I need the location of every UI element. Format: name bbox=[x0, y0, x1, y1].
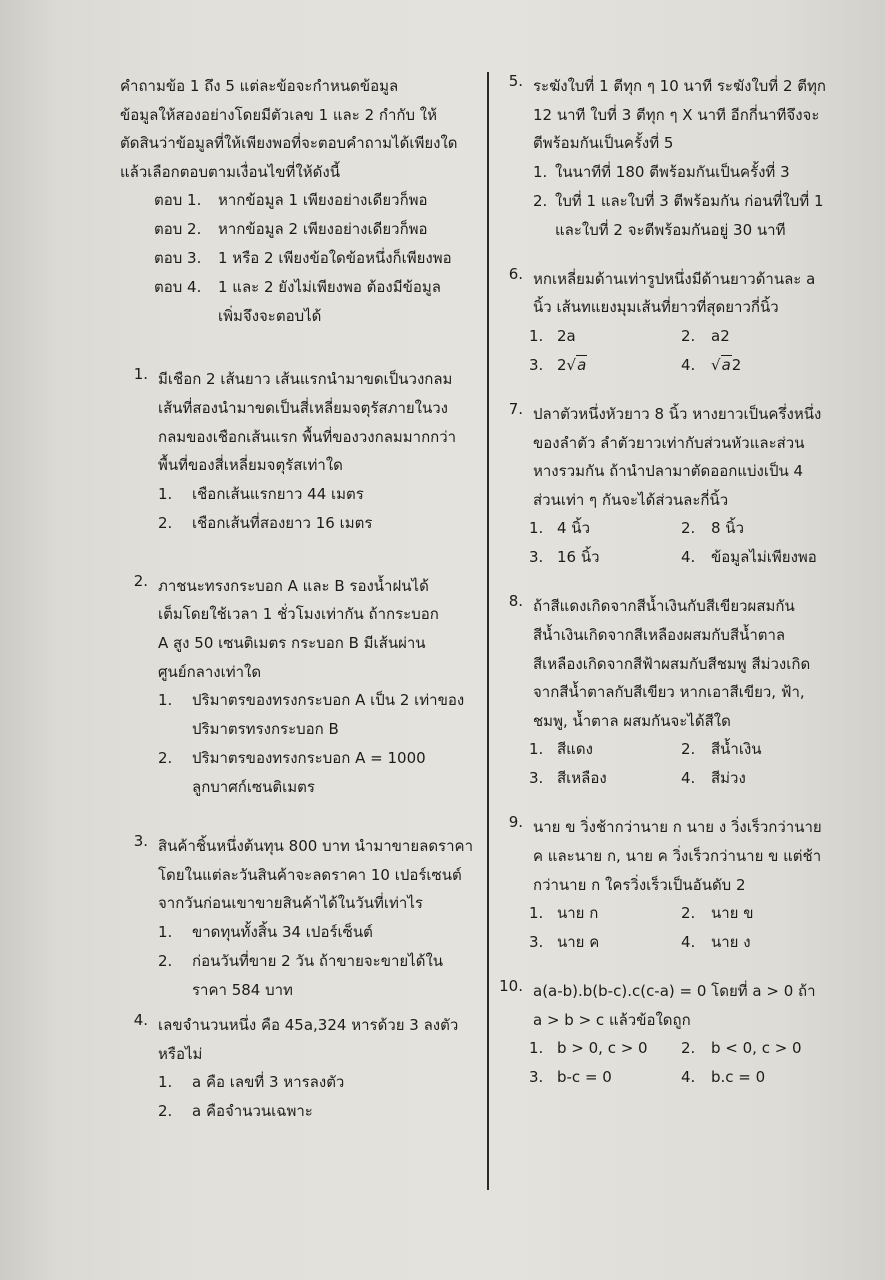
option bbox=[120, 744, 480, 773]
question-line: a(a-b).b(b-c).c(c-a) = 0 โดยที่ a > 0 ถ้า bbox=[533, 982, 816, 1001]
question-line: หกเหลี่ยมด้านเท่ารูปหนึ่งมีด้านยาวด้านละ a bbox=[533, 269, 816, 288]
question-number: 5. bbox=[508, 72, 523, 90]
answer-condition bbox=[120, 273, 480, 302]
option-text: b < 0, c > 0 bbox=[711, 1039, 802, 1058]
question-line: นาย ข วิ่งช้ากว่านาย ก นาย ง วิ่งเร็วกว่านาย bbox=[533, 818, 822, 837]
condition-text: หากข้อมูล 2 เพียงอย่างเดียวก็พอ bbox=[218, 220, 428, 239]
question-line: ปลาตัวหนึ่งหัวยาว 8 นิ้ว หางยาวเป็นครึ่งหนึ่ง bbox=[533, 404, 822, 423]
option-number: 2. bbox=[681, 519, 696, 538]
option-text: ก่อนวันที่ขาย 2 วัน ถ้าขายจะขายได้ใน bbox=[192, 951, 444, 970]
question-text bbox=[495, 265, 840, 322]
option-text: สีม่วง bbox=[711, 769, 746, 788]
question-line: ของลำตัว ลำตัวยาวเท่ากับส่วนหัวและส่วน bbox=[533, 433, 805, 452]
option-text: นาย ง bbox=[711, 933, 751, 952]
option-text: สีเหลือง bbox=[557, 769, 607, 788]
question-text bbox=[120, 832, 480, 918]
option-row bbox=[495, 735, 840, 764]
option-text: สีน้ำเงิน bbox=[711, 740, 762, 759]
option-text: ในนาทีที่ 180 ตีพร้อมกันเป็นครั้งที่ 3 bbox=[555, 162, 790, 181]
question-5 bbox=[495, 72, 840, 245]
question-7 bbox=[495, 400, 840, 572]
option-row bbox=[495, 543, 840, 572]
option-row bbox=[495, 322, 840, 351]
question-10 bbox=[495, 977, 840, 1092]
question-text bbox=[120, 365, 480, 479]
option-text: 2a bbox=[557, 326, 576, 345]
question-line: ค และนาย ก, นาย ค วิ่งเร็วกว่านาย ข แต่ช้า bbox=[533, 846, 822, 865]
question-line: ชมพู, น้ำตาล ผสมกันจะได้สีใด bbox=[533, 711, 731, 730]
option-row bbox=[495, 764, 840, 793]
question-line: สีเหลืองเกิดจากสีฟ้าผสมกับสีชมพู สีม่วงเกิด bbox=[533, 654, 811, 673]
option-number: 2. bbox=[158, 513, 173, 532]
sqrt-symbol: √ bbox=[566, 355, 577, 374]
question-text bbox=[120, 1011, 480, 1068]
option-number: 1. bbox=[533, 162, 548, 181]
question-line: จากสีน้ำตาลกับสีเขียว หากเอาสีเขียว, ฟ้า, bbox=[533, 683, 805, 702]
question-text bbox=[495, 400, 840, 514]
option-row bbox=[495, 928, 840, 957]
option-row bbox=[495, 514, 840, 543]
question-line: ศูนย์กลางเท่าใด bbox=[158, 662, 262, 681]
option-number: 2. bbox=[681, 1039, 696, 1058]
option-number: 1. bbox=[529, 740, 544, 759]
option-number: 4. bbox=[681, 548, 696, 567]
instruction-line: ตัดสินว่าข้อมูลที่ให้เพียงพอที่จะตอบคำถามได้เพียงใด bbox=[120, 134, 458, 153]
option-continuation: ลูกบาศก์เซนติเมตร bbox=[192, 778, 315, 797]
question-line: พื้นที่ของสี่เหลี่ยมจตุรัสเท่าใด bbox=[158, 456, 343, 475]
question-number: 4. bbox=[133, 1010, 148, 1029]
option-number: 3. bbox=[529, 769, 544, 788]
instructions bbox=[120, 72, 480, 331]
option-text: เชือกเส้นแรกยาว 44 เมตร bbox=[192, 484, 364, 503]
question-line: สีน้ำเงินเกิดจากสีเหลืองผสมกับสีน้ำตาล bbox=[533, 625, 786, 644]
question-6 bbox=[495, 265, 840, 380]
question-2 bbox=[120, 572, 480, 802]
question-text bbox=[495, 813, 840, 899]
instruction-line: แล้วเลือกตอบตามเงื่อนไขที่ให้ดังนี้ bbox=[120, 162, 340, 181]
option bbox=[120, 1097, 480, 1126]
option bbox=[120, 918, 480, 947]
option-text: b > 0, c > 0 bbox=[557, 1039, 648, 1058]
option-tail: 2 bbox=[731, 355, 742, 374]
option-number: 4. bbox=[681, 355, 696, 374]
question-1 bbox=[120, 365, 480, 537]
answer-condition bbox=[120, 186, 480, 215]
question-4 bbox=[120, 1011, 480, 1126]
option-number: 2. bbox=[681, 326, 696, 345]
answer-condition bbox=[120, 244, 480, 273]
question-line: สินค้าชิ้นหนึ่งต้นทุน 800 บาท นำมาขายลดราคา bbox=[158, 837, 473, 856]
condition-text: หากข้อมูล 1 เพียงอย่างเดียวก็พอ bbox=[218, 191, 428, 210]
option-number: 4. bbox=[681, 933, 696, 952]
condition-label: ตอบ 1. bbox=[154, 191, 202, 210]
option-number: 1. bbox=[158, 691, 173, 710]
option-number: 2. bbox=[158, 1102, 173, 1121]
option-text: b-c = 0 bbox=[557, 1068, 612, 1087]
option-text: ปริมาตรของทรงกระบอก A เป็น 2 เท่าของ bbox=[192, 691, 465, 710]
condition-label: ตอบ 2. bbox=[154, 220, 202, 239]
question-text bbox=[495, 72, 840, 158]
option-number: 2. bbox=[158, 749, 173, 768]
option-text: ข้อมูลไม่เพียงพอ bbox=[711, 548, 817, 567]
option-text: b.c = 0 bbox=[711, 1068, 766, 1087]
option-text bbox=[711, 351, 741, 380]
option-number: 4. bbox=[681, 769, 696, 788]
sqrt-radicand: a bbox=[721, 355, 731, 374]
option-number: 3. bbox=[529, 933, 544, 952]
question-line: a > b > c แล้วข้อใดถูก bbox=[533, 1010, 691, 1029]
option bbox=[120, 509, 480, 538]
option-row bbox=[495, 351, 840, 380]
option-coefficient: 2 bbox=[557, 355, 567, 374]
question-line: เลขจำนวนหนึ่ง คือ 45a,324 หารด้วย 3 ลงตัว bbox=[158, 1015, 459, 1034]
sqrt-radicand: a bbox=[577, 355, 587, 374]
question-line: 12 นาที ใบที่ 3 ตีทุก ๆ X นาที อีกกี่นาทีจึงจะ bbox=[533, 105, 820, 124]
question-text bbox=[120, 572, 480, 686]
option-continuation: ปริมาตรทรงกระบอก B bbox=[192, 720, 339, 739]
option bbox=[120, 1068, 480, 1097]
question-number: 2. bbox=[133, 571, 148, 590]
option bbox=[120, 686, 480, 715]
condition-label: ตอบ 3. bbox=[154, 249, 202, 268]
option-text: นาย ก bbox=[557, 904, 599, 923]
option-number: 2. bbox=[681, 740, 696, 759]
option-number: 1. bbox=[529, 326, 544, 345]
column-divider bbox=[487, 72, 489, 1190]
question-number: 8. bbox=[508, 592, 523, 611]
option-text: นาย ข bbox=[711, 904, 754, 923]
option-text: นาย ค bbox=[557, 933, 600, 952]
sqrt-symbol: √ bbox=[711, 355, 721, 374]
option-number: 1. bbox=[529, 1039, 544, 1058]
question-9 bbox=[495, 813, 840, 957]
question-line: ถ้าสีแดงเกิดจากสีน้ำเงินกับสีเขียวผสมกัน bbox=[533, 597, 795, 616]
option-text: เชือกเส้นที่สองยาว 16 เมตร bbox=[192, 513, 373, 532]
question-line: นิ้ว เส้นทแยงมุมเส้นที่ยาวที่สุดยาวกี่นิ้ว bbox=[533, 298, 779, 317]
left-column bbox=[120, 72, 480, 1126]
question-number: 9. bbox=[508, 813, 523, 832]
option-text: a คือ เลขที่ 3 หารลงตัว bbox=[192, 1073, 345, 1092]
question-line: ส่วนเท่า ๆ กันจะได้ส่วนละกี่นิ้ว bbox=[533, 490, 729, 509]
question-line: ภาชนะทรงกระบอก A และ B รองน้ำฝนได้ bbox=[158, 576, 429, 595]
option-number: 4. bbox=[681, 1068, 696, 1087]
option-number: 3. bbox=[529, 1068, 544, 1087]
question-line: เต็มโดยใช้เวลา 1 ชั่วโมงเท่ากัน ถ้ากระบอก bbox=[158, 605, 439, 624]
question-text bbox=[495, 977, 840, 1034]
option-text: ปริมาตรของทรงกระบอก A = 1000 bbox=[192, 749, 426, 768]
question-line: หางรวมกัน ถ้านำปลามาตัดออกแบ่งเป็น 4 bbox=[533, 462, 804, 481]
question-line: มีเชือก 2 เส้นยาว เส้นแรกนำมาขดเป็นวงกลม bbox=[158, 370, 453, 389]
option-row bbox=[495, 899, 840, 928]
instruction-line: คำถามข้อ 1 ถึง 5 แต่ละข้อจะกำหนดข้อมูล bbox=[120, 77, 399, 95]
option-number: 3. bbox=[529, 548, 544, 567]
condition-text: 1 และ 2 ยังไม่เพียงพอ ต้องมีข้อมูล bbox=[218, 278, 441, 297]
question-line: กว่านาย ก ใครวิ่งเร็วเป็นอันดับ 2 bbox=[533, 875, 746, 894]
question-line: เส้นที่สองนำมาขดเป็นสี่เหลี่ยมจตุรัสภายในวง bbox=[158, 398, 449, 417]
question-number: 7. bbox=[508, 399, 523, 418]
question-number: 1. bbox=[133, 365, 148, 384]
question-8 bbox=[495, 592, 840, 793]
option-text: ขาดทุนทั้งสิ้น 34 เปอร์เซ็นต์ bbox=[192, 922, 373, 941]
option-number: 1. bbox=[158, 1073, 173, 1092]
answer-condition bbox=[120, 215, 480, 244]
instruction-line: ข้อมูลให้สองอย่างโดยมีตัวเลข 1 และ 2 กำกับ ให้ bbox=[120, 105, 437, 124]
right-column bbox=[495, 72, 840, 1092]
question-line: จากวันก่อนเขาขายสินค้าได้ในวันที่เท่าไร bbox=[158, 894, 423, 913]
option-number: 3. bbox=[529, 355, 544, 374]
question-line: โดยในแต่ละวันสินค้าจะลดราคา 10 เปอร์เซนต์ bbox=[158, 865, 462, 884]
question-number: 10. bbox=[499, 977, 523, 996]
condition-label: ตอบ 4. bbox=[154, 278, 202, 297]
question-line: กลมของเชือกเส้นแรก พื้นที่ของวงกลมมากกว่า bbox=[158, 427, 457, 446]
option-text bbox=[557, 351, 587, 380]
option bbox=[120, 947, 480, 976]
option-row bbox=[495, 1034, 840, 1063]
option-continuation: และใบที่ 2 จะตีพร้อมกันอยู่ 30 นาที bbox=[555, 220, 786, 239]
question-number: 3. bbox=[133, 832, 148, 851]
option-number: 1. bbox=[158, 484, 173, 503]
option-text: 8 นิ้ว bbox=[711, 519, 744, 538]
option-number: 1. bbox=[529, 904, 544, 923]
option-text: a คือจำนวนเฉพาะ bbox=[192, 1102, 313, 1121]
option-number: 1. bbox=[158, 922, 173, 941]
option-number: 1. bbox=[529, 519, 544, 538]
condition-text: 1 หรือ 2 เพียงข้อใดข้อหนึ่งก็เพียงพอ bbox=[218, 249, 452, 268]
question-number: 6. bbox=[508, 264, 523, 283]
option-text: 4 นิ้ว bbox=[557, 519, 590, 538]
option-text: a2 bbox=[711, 326, 730, 345]
question-line: ตีพร้อมกันเป็นครั้งที่ 5 bbox=[533, 134, 674, 153]
option-row bbox=[495, 1063, 840, 1092]
option-number: 2. bbox=[681, 904, 696, 923]
question-3 bbox=[120, 832, 480, 1005]
option-number: 2. bbox=[533, 191, 548, 210]
question-line: ระฆังใบที่ 1 ตีทุก ๆ 10 นาที ระฆังใบที่ 2 ตีทุก bbox=[533, 77, 826, 95]
option-continuation: ราคา 584 บาท bbox=[192, 980, 293, 999]
option bbox=[495, 158, 840, 187]
question-line: A สูง 50 เซนติเมตร กระบอก B มีเส้นผ่าน bbox=[158, 633, 426, 652]
option bbox=[120, 480, 480, 509]
question-text bbox=[495, 592, 840, 735]
option-text: ใบที่ 1 และใบที่ 3 ตีพร้อมกัน ก่อนที่ใบที่ 1 bbox=[555, 191, 824, 210]
option-text: 16 นิ้ว bbox=[557, 548, 600, 567]
option bbox=[495, 187, 840, 216]
condition-continuation: เพิ่มจึงจะตอบได้ bbox=[218, 307, 322, 326]
option-number: 2. bbox=[158, 951, 173, 970]
option-text: สีแดง bbox=[557, 740, 593, 759]
question-line: หรือไม่ bbox=[158, 1044, 203, 1063]
